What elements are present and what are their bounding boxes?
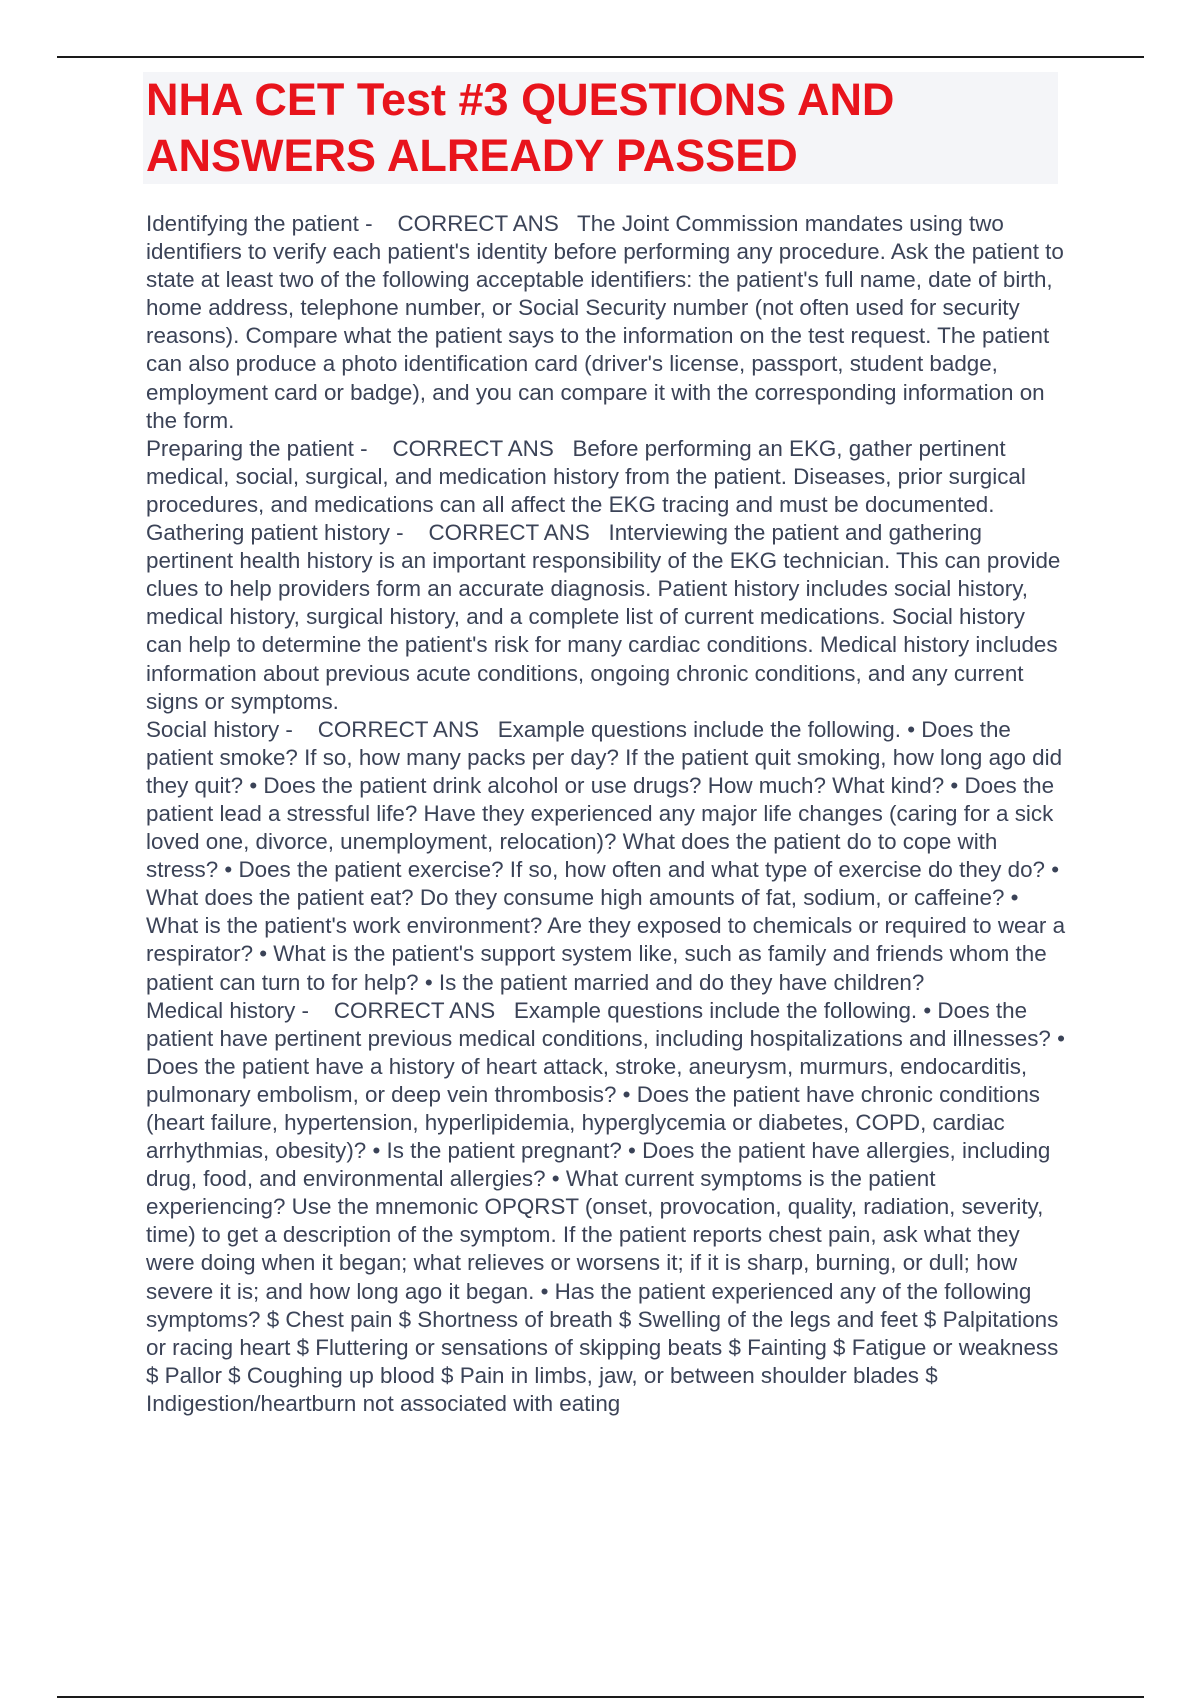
- entry-social-history: [146, 716, 1072, 997]
- entry-definition: Example questions include the following. • Does the patient have pertinent previous medical conditions, including hospitalizations and illnesses? • Does the patient have a history of heart attack, stroke, aneurysm, murmurs, endocarditis, pulmonary embolism, or deep vein thrombosis? • Does the patient have chronic conditions (heart failure, hypertension, hyperlipidemia, hyperglycemia or diabetes, COPD, cardiac arrhythmias, obesity)? • Is the patient pregnant? • Does the patient have allergies, including drug, food, and environmental allergies? • What current symptoms is the patient experiencing? Use the mnemonic OPQRST (onset, provocation, quality, radiation, severity, time) to get a description of the symptom. If the patient reports chest pain, ask what they were doing when it began; what relieves or worsens it; if it is sharp, burning, or dull; how severe it is; and how long ago it began. • Has the patient experienced any of the following symptoms? $ Chest pain $ Shortness of breath $ Swelling of the legs and feet $ Palpitations or racing heart $ Fluttering or sensations of skipping beats $ Fainting $ Fatigue or weakness $ Pallor $ Coughing up blood $ Pain in limbs, jaw, or between shoulder blades $ Indigestion/heartburn not associated with eating: [146, 997, 1072, 1416]
- entry-definition: The Joint Commission mandates using two identifiers to verify each patient's identity before performing any procedure. Ask the patient to state at least two of the following acceptable identifiers: the patient's full name, date of birth, home address, telephone number, or Social Security number (not often used for security reasons). Compare what the patient says to the information on the test request. The patient can also produce a photo identification card (driver's license, passport, student badge, employment card or badge), and you can compare it with the corresponding information on the form.: [146, 211, 1071, 433]
- document-title: NHA CET Test #3 QUESTIONS AND ANSWERS ALREADY PASSED: [146, 74, 895, 181]
- correct-answer-tag: CORRECT ANS: [392, 435, 554, 461]
- entry-separator: -: [295, 997, 334, 1023]
- correct-answer-tag: CORRECT ANS: [317, 716, 480, 742]
- entry-separator: -: [279, 716, 318, 742]
- entry-term: Medical history: [146, 997, 296, 1023]
- entry-gathering-patient-history: [146, 519, 1066, 716]
- entry-separator: -: [358, 211, 398, 236]
- entry-preparing-the-patient: [146, 435, 1066, 519]
- entry-term: Gathering patient history: [146, 520, 390, 546]
- entry-separator: -: [353, 435, 393, 461]
- correct-answer-tag: CORRECT ANS: [428, 520, 590, 546]
- entry-term: Social history: [146, 716, 280, 742]
- correct-answer-tag: CORRECT ANS: [397, 211, 559, 236]
- entry-medical-history: [146, 997, 1072, 1418]
- bottom-rule: [57, 1696, 1144, 1698]
- entry-separator: -: [389, 520, 429, 546]
- entry-definition: Before performing an EKG, gather pertinent medical, social, surgical, and medication history from the patient. Diseases, prior surgical procedures, and medications can all affect the EKG tracing and must be documented.: [146, 435, 1033, 517]
- correct-answer-tag: CORRECT ANS: [333, 997, 496, 1023]
- entry-definition: Example questions include the following. • Does the patient smoke? If so, how many packs per day? If the patient quit smoking, how long ago did they quit? • Does the patient drink alcohol or use drugs? How much? What kind? • Does the patient lead a stressful life? Have they experienced any major life changes (caring for a sick loved one, divorce, unemployment, relocation)? What does the patient do to cope with stress? • Does the patient exercise? If so, how often and what type of exercise do they do? • What does the patient eat? Do they consume high amounts of fat, sodium, or caffeine? • What is the patient's work environment? Are they exposed to chemicals or required to wear a respirator? • What is the patient's support system like, such as family and friends whom the patient can turn to for help? • Is the patient married and do they have children?: [146, 716, 1072, 995]
- entry-identifying-the-patient: [146, 210, 1071, 435]
- entry-term: Identifying the patient: [146, 211, 359, 236]
- entry-definition: Interviewing the patient and gathering pertinent health history is an important responsibility of the EKG technician. This can provide clues to help providers form an accurate diagnosis. Patient history includes social history, medical history, surgical history, and a complete list of current medications. Social history can help to determine the patient's risk for many cardiac conditions. Medical history includes information about previous acute conditions, ongoing chronic conditions, and any current signs or symptoms.: [146, 520, 1067, 714]
- document-body: [146, 210, 1072, 1418]
- top-rule: [57, 56, 1144, 58]
- entry-term: Preparing the patient: [146, 435, 354, 461]
